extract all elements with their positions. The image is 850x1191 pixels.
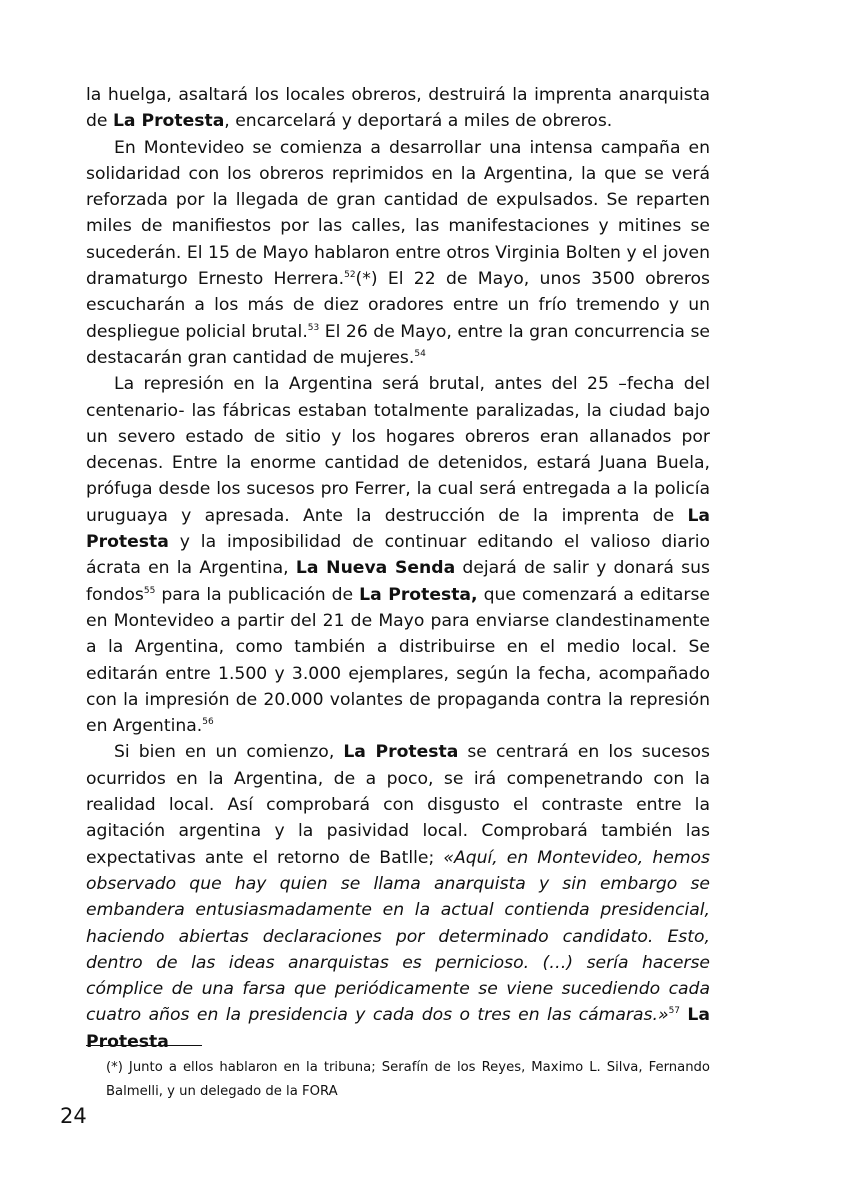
bold-text: La Protesta (343, 742, 459, 763)
text-run: y la imposibilidad de continuar editando el valioso diario ácrata en la Argentina, (86, 532, 710, 579)
footnote-ref: 57 (668, 1006, 681, 1017)
page-number: 24 (60, 1104, 87, 1128)
footnote-ref: 54 (414, 348, 426, 359)
footnote-ref: 56 (202, 717, 214, 728)
footnote-ref: 52 (344, 270, 356, 281)
footnote-text: (*) Junto a ellos hablaron en la tribuna; Serafín de los Reyes, Maximo L. Silva, Fernando Balmelli, y un delegado de la FORA (106, 1060, 710, 1099)
text-run: Si bien en un comienzo, (114, 742, 344, 763)
footnote (86, 1056, 710, 1104)
text-run: se centrará en los sucesos ocurridos en la Argentina, de a poco, se irá compenetrando con la realidad local. Así comprobará con disgusto el contraste entre la agitación argentina y la pasividad local. Comprobará también las expectativas ante el retorno de Batlle; (86, 742, 710, 868)
text-run: (*) El 22 de Mayo, unos 3500 obreros escucharán a los más de diez oradores entre un frío tremendo y un despliegue policial brutal. (86, 269, 710, 342)
footnote-ref: 53 (307, 322, 320, 333)
bold-text: La Nueva Senda (295, 558, 456, 579)
text-run: El 26 de Mayo, entre la gran concurrencia se destacarán gran cantidad de mujeres. (86, 321, 710, 368)
footnote-ref: 55 (143, 585, 156, 596)
text-run: que comenzará a editarse en Montevideo a partir del 21 de Mayo para enviarse clandestinamente a la Argentina, como también a distribuirse en el medio local. Se editarán entre 1.500 y 3.000 ejemplares, según la fecha, acompañado con la impresión de 20.000 volantes de propaganda contra la represión en Argentina. (86, 584, 710, 737)
text-run: dejará de salir y donará sus fondos (86, 558, 710, 605)
bold-text: La Protesta, (359, 584, 478, 605)
paragraph (86, 371, 710, 739)
text-run: La represión en la Argentina será brutal, antes del 25 –fecha del centenario- las fábricas estaban totalmente paralizadas, la ciudad bajo un severo estado de sitio y los hogares obreros eran allanados por decenas. Entre la enorme cantidad de detenidos, estará Juana Buela, prófuga desde los sucesos pro Ferrer, la cual será entregada a la policía uruguaya y apresada. Ante la destrucción de la imprenta de (86, 374, 710, 526)
bold-text: La Protesta (86, 505, 710, 553)
text-run: En Montevideo se comienza a desarrollar una intensa campaña en solidaridad con los obreros reprimidos en la Argentina, la que se verá reforzada por la llegada de gran cantidad de expulsados. Se reparten miles de manifiestos por las calles, las manifestaciones y mitines se sucederán. El 15 de Mayo hablaron entre otros Virginia Bolten y el joven dramaturgo Ernesto Herrera. (86, 137, 710, 290)
paragraph (86, 82, 710, 135)
bold-text: La Protesta (112, 111, 225, 132)
footnote-separator (86, 1045, 202, 1046)
text-run: la huelga, asaltará los locales obreros, destruirá la imprenta anarquista de (86, 85, 710, 132)
paragraph (86, 739, 710, 1055)
text-run: , encarcelará y deportará a miles de obreros. (224, 111, 613, 132)
paragraph (86, 135, 710, 372)
text-run: para la publicación de (155, 584, 360, 605)
bold-text: La Protesta (86, 1005, 710, 1052)
quoted-text: «Aquí, en Montevideo, hemos observado que hay quien se llama anarquista y sin embargo se embandera entusiasmadamente en la actual contienda presidencial, haciendo abiertas declaraciones por determinado candidato. Esto, dentro de las ideas anarquistas es pernicioso. (…) sería hacerse cómplice de una farsa que periódicamente se viene sucediendo cada cuatro años en la presidencia y cada dos o tres en las cámaras.» (86, 847, 710, 1026)
body-text (86, 82, 710, 1055)
